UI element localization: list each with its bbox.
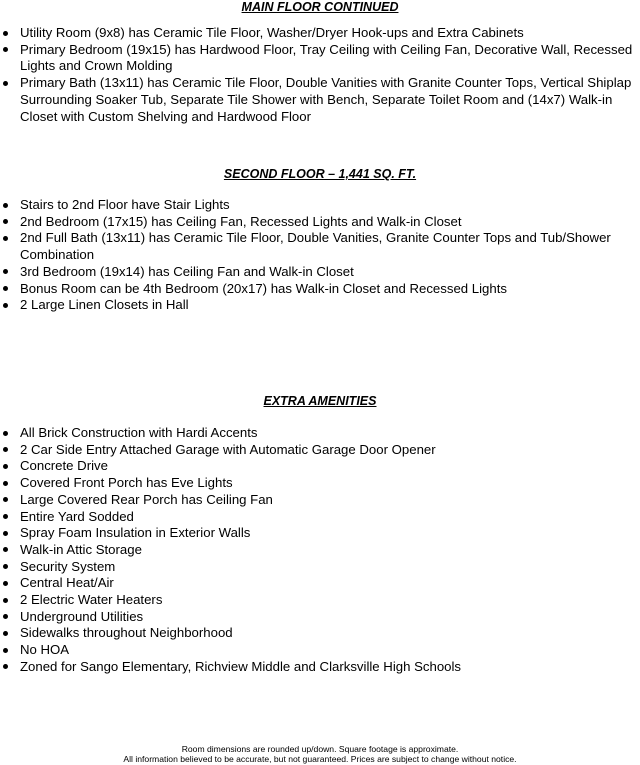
list-item: Concrete Drive — [0, 458, 640, 475]
list-item: 2nd Full Bath (13x11) has Ceramic Tile Floor, Double Vanities, Granite Counter Tops and Tub/Shower Combination — [0, 230, 640, 263]
list-item: Spray Foam Insulation in Exterior Walls — [0, 525, 640, 542]
list-item: Stairs to 2nd Floor have Stair Lights — [0, 197, 640, 214]
disclaimer-footer — [0, 744, 640, 765]
second-floor-heading: SECOND FLOOR – 1,441 SQ. FT. — [223, 167, 417, 181]
bullet-icon — [3, 547, 8, 552]
bullet-icon — [3, 497, 8, 502]
list-item: Underground Utilities — [0, 609, 640, 626]
list-item: 2 Car Side Entry Attached Garage with Automatic Garage Door Opener — [0, 442, 640, 459]
list-item: Bonus Room can be 4th Bedroom (20x17) has Walk-in Closet and Recessed Lights — [0, 281, 640, 298]
bullet-icon — [3, 648, 8, 653]
list-item: 3rd Bedroom (19x14) has Ceiling Fan and Walk-in Closet — [0, 264, 640, 281]
bullet-icon — [3, 31, 8, 36]
bullet-icon — [3, 581, 8, 586]
list-item: All Brick Construction with Hardi Accents — [0, 425, 640, 442]
list-item: Primary Bath (13x11) has Ceramic Tile Floor, Double Vanities with Granite Counter Tops, Vertical Shiplap Surrounding Soaker Tub, Separate Tile Shower with Bench, Separate Toilet Room and (14x7) Walk-in Closet with Custom Shelving and Hardwood Floor — [0, 75, 640, 125]
list-item: Security System — [0, 559, 640, 576]
bullet-icon — [3, 269, 8, 274]
list-item: Central Heat/Air — [0, 575, 640, 592]
bullet-icon — [3, 598, 8, 603]
list-item: Utility Room (9x8) has Ceramic Tile Floor, Washer/Dryer Hook-ups and Extra Cabinets — [0, 25, 640, 42]
extra-amenities-heading: EXTRA AMENITIES — [263, 394, 377, 408]
second-floor-list — [0, 197, 640, 314]
bullet-icon — [3, 481, 8, 486]
list-item: Covered Front Porch has Eve Lights — [0, 475, 640, 492]
bullet-icon — [3, 447, 8, 452]
bullet-icon — [3, 631, 8, 636]
bullet-icon — [3, 203, 8, 208]
extra-amenities-list — [0, 425, 640, 676]
bullet-icon — [3, 431, 8, 436]
bullet-icon — [3, 464, 8, 469]
list-item: 2 Large Linen Closets in Hall — [0, 297, 640, 314]
bullet-icon — [3, 614, 8, 619]
bullet-icon — [3, 219, 8, 224]
disclaimer-line-1: Room dimensions are rounded up/down. Square footage is approximate. — [181, 744, 459, 754]
bullet-icon — [3, 81, 8, 86]
list-item: No HOA — [0, 642, 640, 659]
disclaimer-line-2: All information believed to be accurate, but not guaranteed. Prices are subject to change without notice. — [123, 754, 517, 765]
list-item: 2nd Bedroom (17x15) has Ceiling Fan, Recessed Lights and Walk-in Closet — [0, 214, 640, 231]
list-item: Walk-in Attic Storage — [0, 542, 640, 559]
bullet-icon — [3, 664, 8, 669]
main-floor-heading: MAIN FLOOR CONTINUED — [241, 0, 399, 14]
main-floor-list — [0, 25, 640, 125]
bullet-icon — [3, 236, 8, 241]
list-item: Zoned for Sango Elementary, Richview Middle and Clarksville High Schools — [0, 659, 640, 676]
bullet-icon — [3, 303, 8, 308]
list-item: Entire Yard Sodded — [0, 509, 640, 526]
list-item: 2 Electric Water Heaters — [0, 592, 640, 609]
list-item: Sidewalks throughout Neighborhood — [0, 625, 640, 642]
bullet-icon — [3, 286, 8, 291]
bullet-icon — [3, 47, 8, 52]
list-item: Large Covered Rear Porch has Ceiling Fan — [0, 492, 640, 509]
bullet-icon — [3, 531, 8, 536]
bullet-icon — [3, 564, 8, 569]
bullet-icon — [3, 514, 8, 519]
list-item: Primary Bedroom (19x15) has Hardwood Floor, Tray Ceiling with Ceiling Fan, Decorative Wall, Recessed Lights and Crown Molding — [0, 42, 640, 75]
